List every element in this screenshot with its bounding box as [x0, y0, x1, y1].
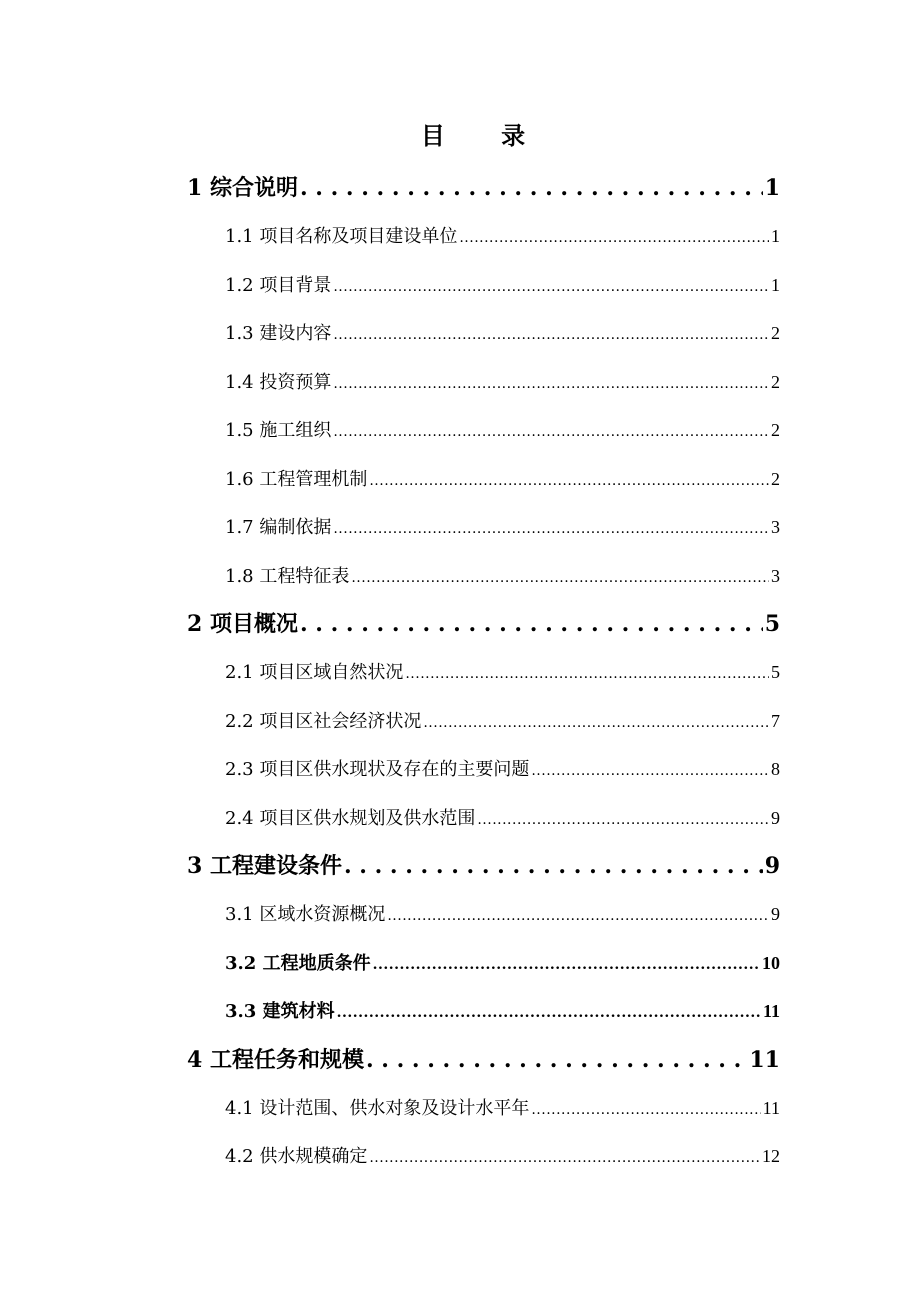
toc-entry-page: 11: [749, 1046, 780, 1073]
toc-entry-label: 2 项目概况: [187, 611, 298, 637]
toc-entry-page: 11: [762, 1001, 780, 1021]
toc-entry-3-3[interactable]: [225, 987, 780, 1036]
toc-entry-2-4[interactable]: [225, 794, 780, 843]
toc-entry-page: 9: [771, 807, 780, 828]
toc-entry-2-1[interactable]: [225, 648, 780, 697]
toc-entry-label: 1.2 项目背景: [225, 274, 332, 296]
toc-entry-label: 2.3 项目区供水现状及存在的主要问题: [225, 759, 530, 780]
toc-entry-page: 9: [764, 853, 780, 879]
toc-entry-label: 4.1 设计范围、供水对象及设计水平年: [225, 1097, 530, 1119]
toc-entry-label: 1.6 工程管理机制: [225, 468, 368, 490]
toc-entry-2[interactable]: [187, 600, 780, 648]
dot-leader: [344, 842, 763, 890]
toc-entry-label: 1.3 建设内容: [225, 323, 332, 344]
toc-entry-page: 11: [762, 1097, 780, 1118]
toc-entry-label: 1.5 施工组织: [225, 420, 332, 441]
toc-entry-2-3[interactable]: [225, 745, 780, 794]
toc-entry-page: 12: [762, 1146, 780, 1166]
toc-entry-label: 3 工程建设条件: [187, 853, 342, 879]
dot-leader: [531, 747, 769, 794]
toc-entry-label: 1.8 工程特征表: [225, 565, 350, 587]
toc-entry-label: 2.2 项目区社会经济状况: [225, 710, 422, 732]
toc-entry-page: 5: [764, 611, 780, 637]
toc-entry-page: 8: [771, 759, 780, 779]
toc-entry-4-2[interactable]: [225, 1132, 780, 1181]
toc-entry-3-1[interactable]: [225, 890, 780, 939]
dot-leader: [333, 263, 769, 310]
toc-entry-label: 1 综合说明: [187, 175, 298, 201]
dot-leader: [369, 1134, 760, 1181]
toc-entry-label: 1.4 投资预算: [225, 371, 332, 393]
toc-entry-label: 2.4 项目区供水规划及供水范围: [225, 807, 476, 829]
toc-entry-page: 3: [771, 565, 780, 586]
toc-entry-1-7[interactable]: [225, 503, 780, 552]
toc-entry-page: 1: [764, 175, 780, 201]
dot-leader: [531, 1086, 760, 1133]
toc-entry-label: 3.1 区域水资源概况: [225, 904, 386, 925]
toc-entry-page: 5: [771, 662, 780, 682]
dot-leader: [387, 892, 769, 939]
dot-leader: [373, 941, 760, 988]
toc-entry-page: 2: [771, 420, 780, 440]
toc-entry-2-2[interactable]: [225, 697, 780, 746]
toc-entry-1-1[interactable]: [225, 212, 780, 261]
toc-entry-label: 2.1 项目区域自然状况: [225, 662, 404, 683]
dot-leader: [337, 989, 761, 1036]
dot-leader: [477, 796, 769, 843]
toc-entry-label: 4.2 供水规模确定: [225, 1146, 368, 1167]
toc-entry-label: 3.3 建筑材料: [225, 1001, 335, 1022]
dot-leader: [300, 164, 763, 212]
dot-leader: [351, 554, 769, 601]
toc-entry-1[interactable]: [187, 164, 780, 212]
toc-entry-page: 9: [771, 904, 780, 924]
toc-entry-page: 2: [771, 468, 780, 489]
toc-entry-page: 2: [771, 371, 780, 392]
dot-leader: [333, 505, 769, 552]
toc-entry-1-6[interactable]: [225, 455, 780, 504]
toc-entry-4[interactable]: [187, 1036, 780, 1084]
dot-leader: [333, 408, 769, 455]
toc-entry-page: 7: [771, 710, 780, 731]
toc-entry-3[interactable]: [187, 842, 780, 890]
toc-entry-label: 4 工程任务和规模: [187, 1046, 364, 1073]
dot-leader: [459, 214, 769, 261]
toc-entry-4-1[interactable]: [225, 1084, 780, 1133]
dot-leader: [369, 457, 769, 504]
toc-entry-label: 1.7 编制依据: [225, 517, 332, 538]
toc-title: 目 录: [420, 121, 550, 150]
dot-leader: [333, 311, 769, 358]
dot-leader: [366, 1036, 747, 1084]
toc-entry-3-2[interactable]: [225, 939, 780, 988]
toc-entry-page: 1: [771, 226, 780, 246]
dot-leader: [300, 600, 763, 648]
toc-entry-1-3[interactable]: [225, 309, 780, 358]
toc-entry-page: 2: [771, 323, 780, 343]
toc-entry-page: 3: [771, 517, 780, 537]
toc-entry-label: 1.1 项目名称及项目建设单位: [225, 226, 458, 247]
toc-entry-1-2[interactable]: [225, 261, 780, 310]
toc-entry-1-4[interactable]: [225, 358, 780, 407]
dot-leader: [423, 699, 769, 746]
toc-list: [0, 164, 920, 1181]
toc-entry-label: 3.2 工程地质条件: [225, 952, 371, 974]
toc-entry-1-5[interactable]: [225, 406, 780, 455]
toc-entry-page: 10: [762, 952, 780, 973]
toc-entry-1-8[interactable]: [225, 552, 780, 601]
toc-entry-page: 1: [771, 274, 780, 295]
dot-leader: [405, 650, 769, 697]
dot-leader: [333, 360, 769, 407]
